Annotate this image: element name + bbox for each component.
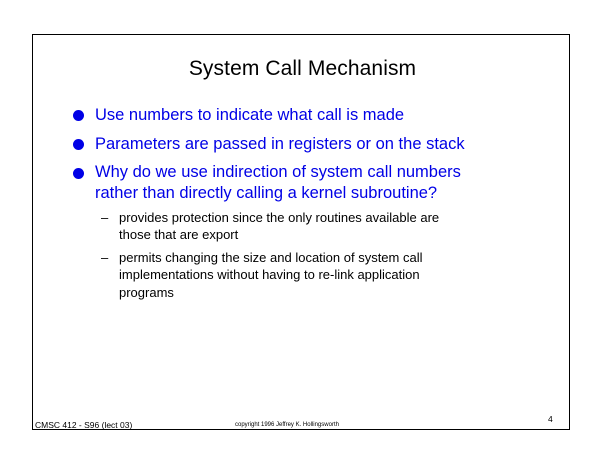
bullet-dot (73, 168, 84, 179)
sub-bullet-1-line-2: those that are export (119, 227, 239, 242)
bullet-dot (73, 110, 84, 121)
sub-bullet-dash: – (101, 250, 109, 265)
page-number: 4 (548, 414, 553, 424)
bullet-dot (73, 139, 84, 150)
slide-title: System Call Mechanism (188, 57, 417, 80)
slide-frame (32, 34, 570, 430)
sub-bullet-2-line-1: permits changing the size and location of system call (119, 250, 423, 265)
bullet-2-line-1: Parameters are passed in registers or on the stack (95, 135, 465, 153)
bullet-3-line-2: rather than directly calling a kernel subroutine? (95, 184, 438, 202)
sub-bullet-2-line-2: implementations without having to re-link application (119, 267, 420, 282)
bullet-1-line-1: Use numbers to indicate what call is made (95, 106, 405, 124)
sub-bullet-2-line-3: programs (119, 285, 174, 300)
sub-bullet-dash: – (101, 210, 109, 225)
sub-bullet-1-line-1: provides protection since the only routines available are (119, 210, 440, 225)
footer-course-label: CMSC 412 - S96 (lect 03) (35, 420, 133, 430)
footer-copyright: copyright 1996 Jeffrey K. Hollingsworth (235, 422, 339, 428)
bullet-3-line-1: Why do we use indirection of system call numbers (95, 163, 461, 181)
